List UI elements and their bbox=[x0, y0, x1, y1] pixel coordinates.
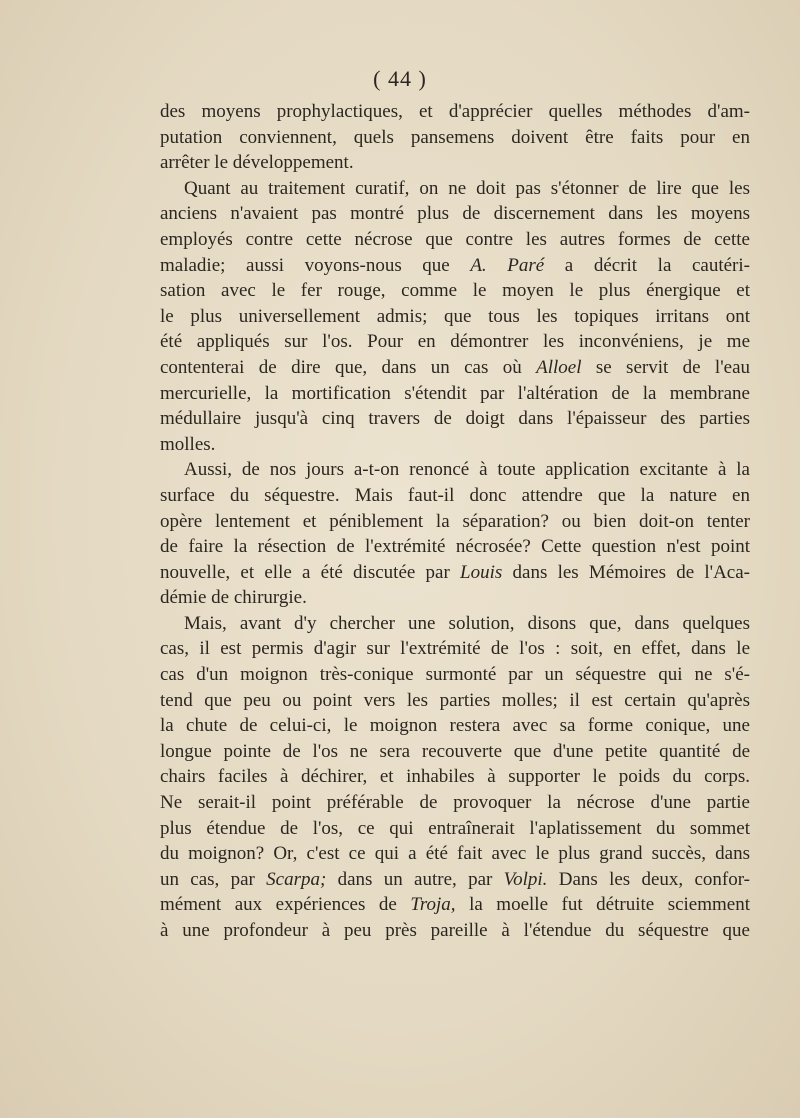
text-line: molles. bbox=[160, 433, 216, 455]
text-line: Quant au traitement curatif, on ne doit pas s'étonner de lire que les bbox=[184, 177, 750, 199]
text-line: un cas, par Scarpa; dans un autre, par Volpi. Dans les deux, confor- bbox=[160, 868, 750, 890]
body-text bbox=[160, 99, 750, 944]
text-line: opère lentement et péniblement la séparation? ou bien doit-on tenter bbox=[160, 510, 750, 532]
text-line: la chute de celui-ci, le moignon restera avec sa forme conique, une bbox=[160, 715, 750, 737]
text-line: putation conviennent, quels pansemens doivent être faits pour en bbox=[160, 126, 750, 148]
text-line: tend que peu ou point vers les parties molles; il est certain qu'après bbox=[160, 689, 750, 711]
text-line: cas d'un moignon très-conique surmonté par un séquestre qui ne s'é- bbox=[160, 664, 750, 686]
text-line: maladie; aussi voyons-nous que A. Paré a décrit la cautéri- bbox=[160, 254, 750, 276]
text-line: été appliqués sur l'os. Pour en démontrer les inconvéniens, je me bbox=[160, 331, 750, 353]
text-line: cas, il est permis d'agir sur l'extrémité de l'os : soit, en effet, dans le bbox=[160, 638, 750, 660]
text-line: démie de chirurgie. bbox=[160, 587, 307, 609]
text-line: sation avec le fer rouge, comme le moyen le plus énergique et bbox=[160, 280, 750, 302]
text-line: plus étendue de l'os, ce qui entraînerait l'aplatissement du sommet bbox=[160, 817, 750, 839]
text-line: anciens n'avaient pas montré plus de discernement dans les moyens bbox=[160, 203, 750, 225]
text-line: le plus universellement admis; que tous les topiques irritans ont bbox=[160, 305, 750, 327]
text-line: de faire la résection de l'extrémité nécrosée? Cette question n'est point bbox=[160, 536, 750, 558]
text-line: Mais, avant d'y chercher une solution, disons que, dans quelques bbox=[184, 612, 750, 634]
text-line: du moignon? Or, c'est ce qui a été fait avec le plus grand succès, dans bbox=[160, 843, 750, 865]
text-line: employés contre cette nécrose que contre les autres formes de cette bbox=[160, 228, 750, 250]
text-line: contenterai de dire que, dans un cas où Alloel se servit de l'eau bbox=[160, 356, 750, 378]
text-line: des moyens prophylactiques, et d'apprécier quelles méthodes d'am- bbox=[160, 101, 750, 122]
page-number: ( 44 ) bbox=[373, 66, 427, 91]
text-line: Ne serait-il point préférable de provoquer la nécrose d'une partie bbox=[160, 792, 750, 814]
text-line: mercurielle, la mortification s'étendit par l'altération de la membrane bbox=[160, 382, 750, 404]
text-line: surface du séquestre. Mais faut-il donc attendre que la nature en bbox=[160, 484, 750, 506]
text-line: à une profondeur à peu près pareille à l'étendue du séquestre que bbox=[160, 920, 750, 941]
text-line: longue pointe de l'os ne sera recouverte que d'une petite quantité de bbox=[160, 740, 750, 762]
text-line: chairs faciles à déchirer, et inhabiles à supporter le poids du corps. bbox=[160, 766, 750, 788]
text-line: mément aux expériences de Troja, la moelle fut détruite sciemment bbox=[160, 894, 751, 916]
text-line: nouvelle, et elle a été discutée par Louis dans les Mémoires de l'Aca- bbox=[160, 561, 750, 583]
text-line: médullaire jusqu'à cinq travers de doigt dans l'épaisseur des parties bbox=[160, 408, 750, 430]
text-line: arrêter le développement. bbox=[160, 152, 354, 174]
text-line: Aussi, de nos jours a-t-on renoncé à toute application excitante à la bbox=[184, 459, 750, 481]
